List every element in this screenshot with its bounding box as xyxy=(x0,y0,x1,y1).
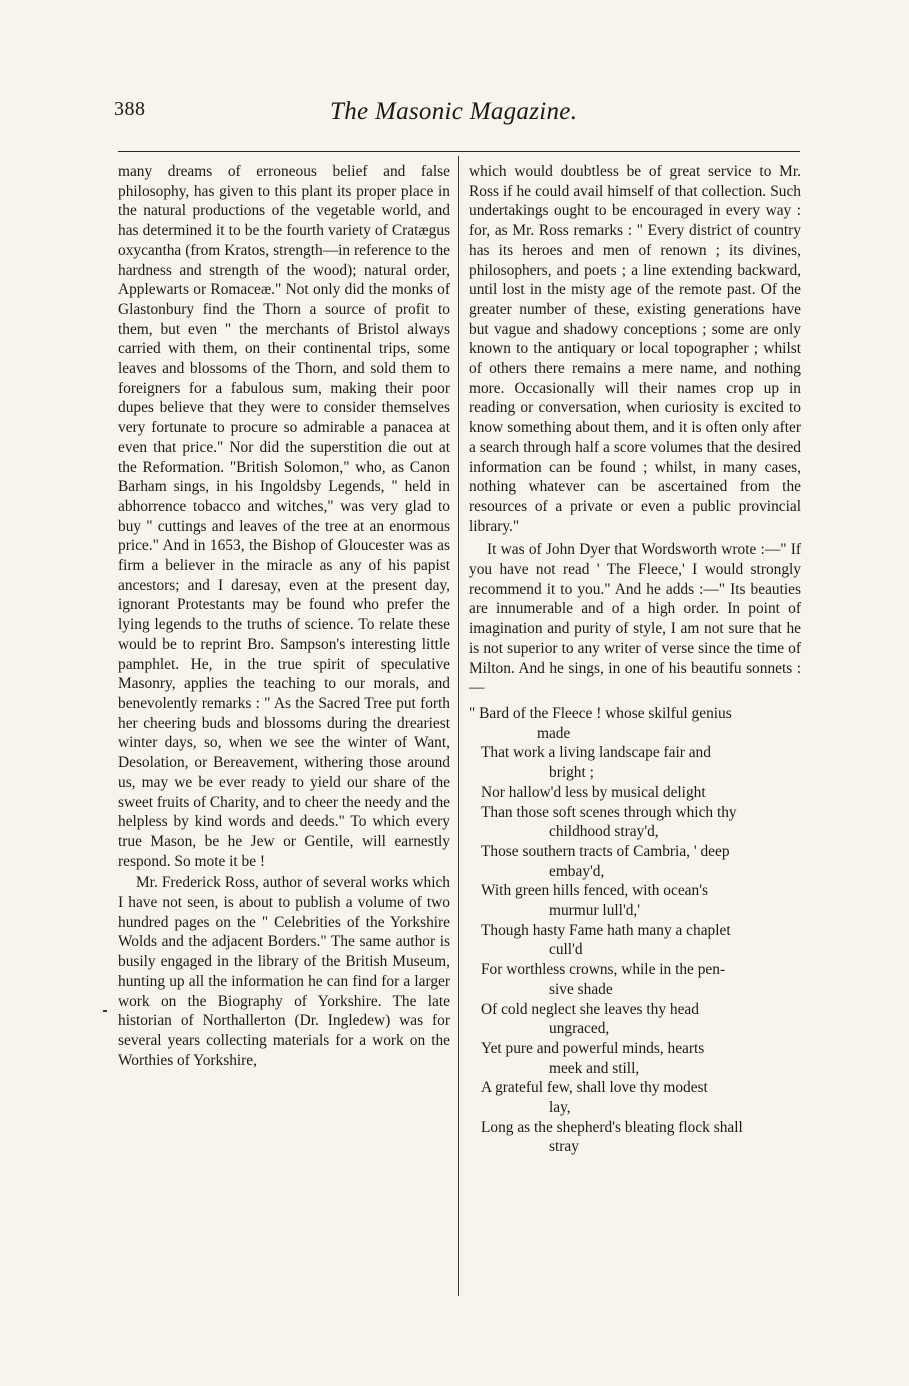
poem-line-continuation: murmur lull'd,' xyxy=(549,902,641,920)
poem-line-text: Long as the shepherd's bleating flock shall xyxy=(481,1118,743,1136)
page-header xyxy=(0,0,909,140)
poem-line-continuation: cull'd xyxy=(549,941,583,959)
right-column xyxy=(469,162,801,1157)
poem-line-continuation: lay, xyxy=(549,1099,571,1117)
poem-line xyxy=(469,743,801,782)
poem-line-continuation: bright ; xyxy=(549,764,594,782)
right-paragraph-2: It was of John Dyer that Wordsworth wrote :—" If you have not read ' The Fleece,' I would strongly recommend it to you." And he adds :—" Its beauties are innumerable and of a high order. In point of imagination and purity of style, I am not sure that he is not superior to any writer of verse since the time of Milton. And he sings, in one of his beautifu sonnets :— xyxy=(469,541,801,697)
right-paragraph-1: which would doubtless be of great service to Mr. Ross if he could avail himself of that collection. Such undertakings ought to be encouraged in every way : for, as Mr. Ross remarks : " Every district of country has its heroes and men of renown ; its divines, philosophers, and poets ; a line extending backward, until lost in the misty age of the remote past. Of the greater number of these, existing generations have but vague and shadowy conceptions ; some are only known to the antiquary or local topographer ; whilst of others there remains a mere name, and nothing more. Occasionally will their names crop up in reading or conversation, when curiosity is excited to know something about them, and it is often only after a search through half a score volumes that the desired information can be found ; whilst, in many cases, nothing whatever can be ascertained from the resources of a private or even a public provincial library." xyxy=(469,163,801,535)
poem-line-text: Those southern tracts of Cambria, ' deep xyxy=(481,842,730,860)
poem-line xyxy=(469,1078,801,1117)
poem-line-text: Of cold neglect she leaves thy head xyxy=(481,1000,699,1018)
page-number: 388 xyxy=(114,98,146,120)
header-rule xyxy=(118,151,800,152)
poem-line-continuation: embay'd, xyxy=(549,862,605,880)
poem-line-text: That work a living landscape fair and xyxy=(481,744,711,762)
column-divider xyxy=(458,156,459,1296)
poem-line-text: Nor hallow'd less by musical delight xyxy=(481,783,706,801)
left-paragraph-2: Mr. Frederick Ross, author of several works which I have not seen, is about to publish a volume of two hundred pages on the " Celebrities of the Yorkshire Wolds and the adjacent Borders." The same author is busily engaged in the library of the British Museum, hunting up all the information he can find for a larger work on the Biography of Yorkshire. The late historian of Northallerton (Dr. Ingledew) was for several years collecting materials for a work on the Worthies of Yorkshire, xyxy=(118,874,450,1069)
poem-line xyxy=(469,783,801,803)
poem-line-text: A grateful few, shall love thy modest xyxy=(481,1079,708,1097)
poem-line-continuation: sive shade xyxy=(549,980,613,998)
sonnet xyxy=(469,704,801,1157)
poem-line xyxy=(469,704,801,743)
poem-line-text: With green hills fenced, with ocean's xyxy=(481,882,708,900)
poem-line xyxy=(469,1118,801,1157)
poem-line-text: " Bard of the Fleece ! whose skilful genius xyxy=(469,704,732,722)
poem-line-text: For worthless crowns, while in the pen- xyxy=(481,961,726,979)
poem-line-continuation: ungraced, xyxy=(549,1020,610,1038)
poem-line-text: Than those soft scenes through which thy xyxy=(481,803,737,821)
poem-line-continuation: stray xyxy=(549,1138,579,1156)
poem-line-text: Though hasty Fame hath many a chaplet xyxy=(481,921,731,939)
running-title: The Masonic Magazine. xyxy=(330,98,578,125)
poem-line-continuation: meek and still, xyxy=(549,1059,640,1077)
poem-line-continuation: made xyxy=(537,724,571,742)
poem-line-continuation: childhood stray'd, xyxy=(549,823,659,841)
poem-line xyxy=(469,881,801,920)
margin-mark xyxy=(103,1010,107,1012)
poem-line-text: Yet pure and powerful minds, hearts xyxy=(481,1039,705,1057)
left-paragraph-1: many dreams of erroneous belief and false philosophy, has given to this plant its proper place in the natural productions of the vegetable world, and has determined it to be the fourth variety of Cratægus oxycantha (from Kratos, strength—in reference to the hardness and strength of the wood); natural order, Applewarts or Romaceæ." Not only did the monks of Glastonbury find the Thorn a source of profit to them, but even " the merchants of Bristol always carried with them, on their continental trips, some leaves and blossoms of the Thorn, and sold them to foreigners for a fabulous sum, making their poor dupes believe that they were to consider themselves very fortunate to procure so admirable a panacea at even that price." Nor did the superstition die out at the Reformation. "British Solomon," who, as Canon Barham sings, in his Ingoldsby Legends, " held in abhorrence tobacco and witches," was very glad to buy " cuttings and leaves of the tree at an enormous price." And in 1653, the Bishop of Gloucester was as firm a believer in the miracle as any of his papist ancestors; and I daresay, even at the present day, ignorant Protestants may be found who prefer the lying legends to the truths of science. To relate these would be to reprint Bro. Sampson's interesting little pamphlet. He, in the true spirit of speculative Masonry, applies the teaching to our morals, and benevolently remarks : " As the Sacred Tree put forth her cheering buds and blossoms during the dreariest winter days, so, when we see the winter of Want, Desolation, or Bereavement, withering those around us, may we be ever ready to yield our share of the sweet fruits of Charity, and to cheer the needy and the helpless by kind words and deeds." To which every true Mason, be he Jew or Gentile, will earnestly respond. So mote it be ! xyxy=(118,163,450,870)
poem-line xyxy=(469,1039,801,1078)
poem-line xyxy=(469,921,801,960)
left-column xyxy=(118,162,450,1070)
poem-line xyxy=(469,960,801,999)
poem-line xyxy=(469,803,801,842)
poem-line xyxy=(469,842,801,881)
poem-line xyxy=(469,1000,801,1039)
